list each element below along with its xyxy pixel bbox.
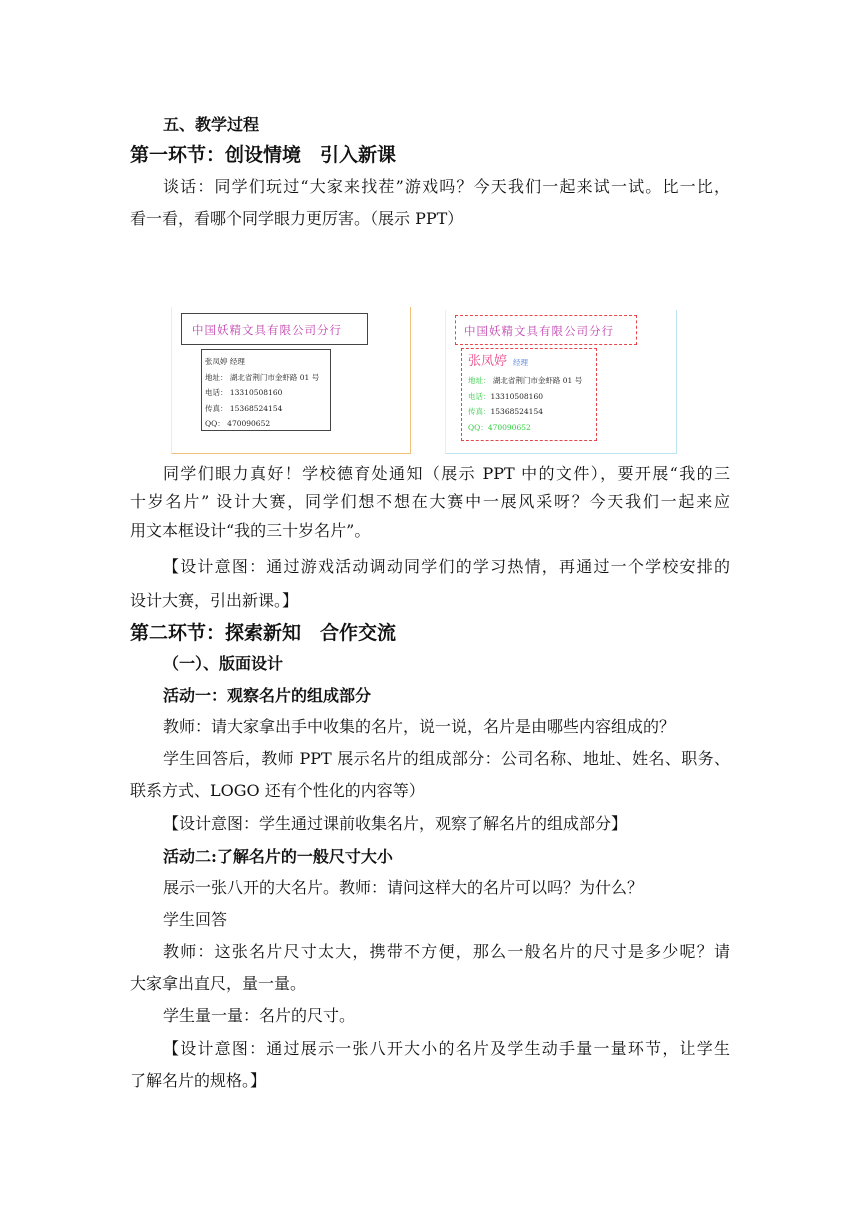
design-intent: 【设计意图：通过游戏活动调动同学们的学习热情，再通过一个学校安排的 bbox=[163, 557, 730, 576]
business-card-styled bbox=[445, 310, 677, 454]
card-phone: 电话： 13310508160 bbox=[205, 388, 283, 397]
activity-title: 活动二:了解名片的一般尺寸大小 bbox=[163, 847, 393, 866]
card-info-box bbox=[201, 349, 331, 431]
card-address: 地址： 湖北省荆门市金虾路 01 号 bbox=[468, 376, 583, 385]
paragraph-line: 学生回答后，教师 PPT 展示名片的组成部分：公司名称、地址、姓名、职务、 bbox=[163, 749, 730, 768]
paragraph-line: 联系方式、LOGO 还有个性化的内容等） bbox=[130, 781, 425, 800]
paragraph-line: 看一看，看哪个同学眼力更厉害。（展示 PPT） bbox=[130, 209, 464, 228]
stage2-title: 第二环节：探索新知 合作交流 bbox=[130, 622, 397, 644]
paragraph-line: 学生量一量：名片的尺寸。 bbox=[163, 1006, 356, 1025]
stage1-title: 第一环节：创设情境 引入新课 bbox=[130, 144, 397, 166]
business-card-plain bbox=[171, 307, 411, 454]
card-qq: QQ： 470090652 bbox=[205, 419, 271, 428]
paragraph-line: 教师：请大家拿出手中收集的名片，说一说，名片是由哪些内容组成的？ bbox=[163, 717, 676, 736]
card-qq: QQ：470090652 bbox=[468, 422, 531, 432]
paragraph-line: 十岁名片” 设计大赛，同学们想不想在大赛中一展风采呀？今天我们一起来应 bbox=[130, 492, 730, 511]
activity-title: 活动一：观察名片的组成部分 bbox=[163, 686, 372, 705]
card-fax: 传真：15368524154 bbox=[468, 407, 543, 416]
paragraph-line: 展示一张八开的大名片。教师：请问这样大的名片可以吗？为什么？ bbox=[163, 878, 644, 897]
section-heading: 五、教学过程 bbox=[163, 115, 260, 134]
card-fax: 传真： 15368524154 bbox=[205, 403, 283, 413]
card-company-name: 中国妖精文具有限公司分行 bbox=[181, 313, 368, 345]
paragraph-line: 学生回答 bbox=[163, 910, 228, 929]
paragraph-line: 教师：这张名片尺寸太大，携带不方便，那么一般名片的尺寸是多少呢？请 bbox=[163, 942, 730, 961]
card-address: 地址： 湖北省荆门市金虾路 01 号 bbox=[205, 372, 320, 382]
paragraph-line: 同学们眼力真好！学校德育处通知（展示 PPT 中的文件），要开展“我的三 bbox=[163, 464, 730, 483]
design-intent: 【设计意图：通过展示一张八开大小的名片及学生动手量一量环节，让学生 bbox=[163, 1039, 730, 1058]
card-info-box bbox=[461, 348, 597, 441]
card-company-name: 中国妖精文具有限公司分行 bbox=[455, 315, 637, 345]
design-intent: 【设计意图：学生通过课前收集名片，观察了解名片的组成部分】 bbox=[163, 814, 628, 833]
paragraph-line: 谈话：同学们玩过“大家来找茬”游戏吗？今天我们一起来试一试。比一比， bbox=[163, 177, 730, 196]
paragraph-line: 大家拿出直尺，量一量。 bbox=[130, 974, 307, 993]
card-name-title: 张凤婷 经理 bbox=[205, 357, 245, 366]
design-intent: 了解名片的规格。】 bbox=[130, 1071, 267, 1090]
paragraph-line: 用文本框设计“我的三十岁名片”。 bbox=[130, 521, 371, 540]
card-name: 张凤婷 经理 bbox=[468, 354, 529, 369]
design-intent: 设计大赛，引出新课。】 bbox=[130, 591, 299, 610]
subsection-title: （一）、版面设计 bbox=[163, 654, 284, 673]
card-phone: 电话：13310508160 bbox=[468, 391, 543, 401]
card-title: 经理 bbox=[513, 358, 529, 367]
